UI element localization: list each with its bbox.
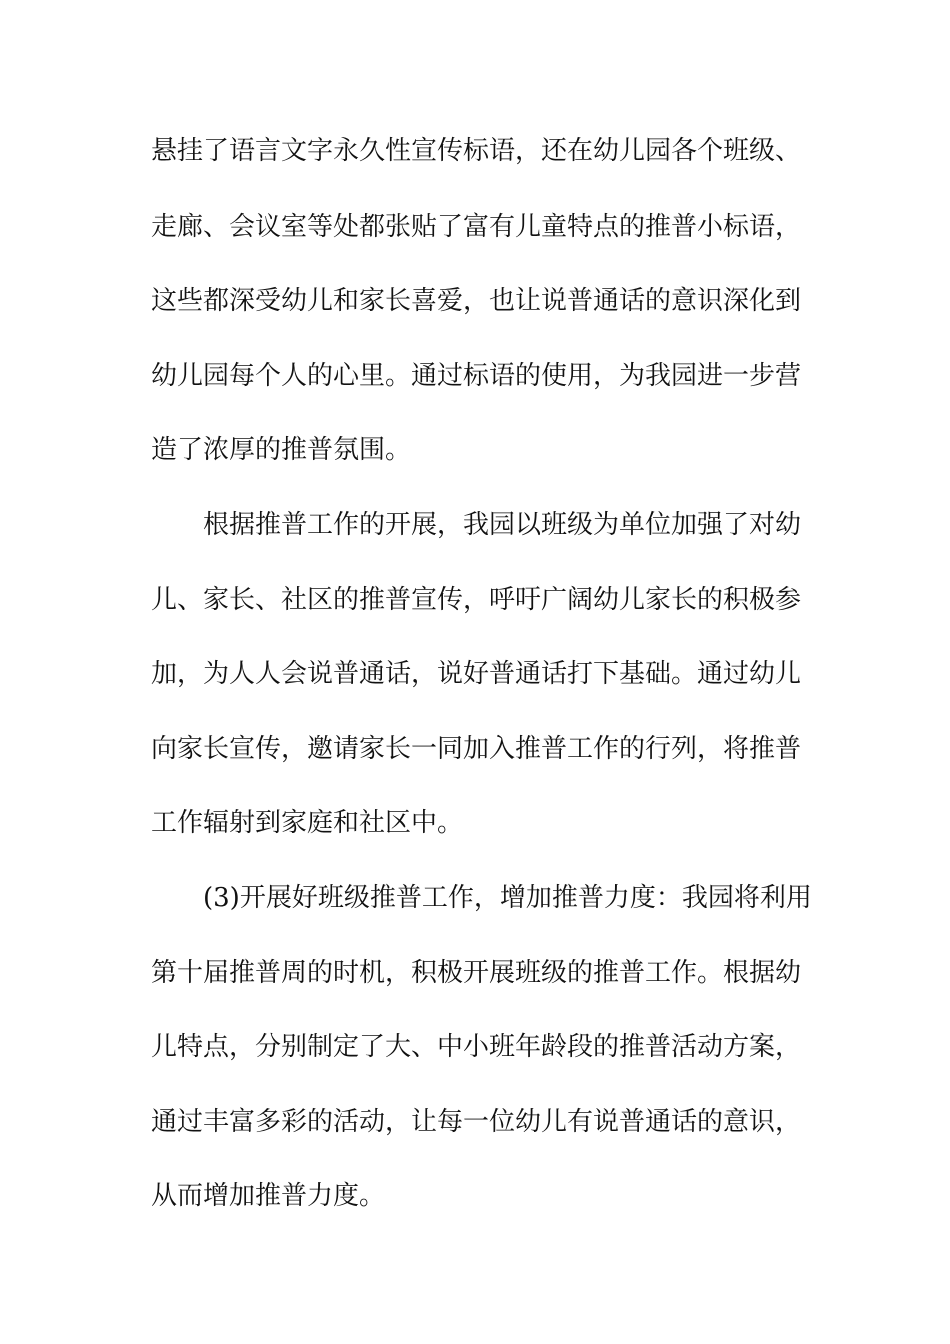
paragraph-3-line-2: 第十届推普周的时机，积极开展班级的推普工作。根据幼 — [151, 958, 802, 988]
paragraph-1-line-3: 这些都深受幼儿和家长喜爱，也让说普通话的意识深化到 — [151, 286, 802, 316]
paragraph-1-line-1: 悬挂了语言文字永久性宣传标语，还在幼儿园各个班级、 — [151, 136, 802, 166]
paragraph-3-line-3: 儿特点，分别制定了大、中小班年龄段的推普活动方案， — [151, 1032, 802, 1062]
paragraph-3-line-1: (3)开展好班级推普工作，增加推普力度：我园将利用 — [203, 883, 812, 913]
paragraph-2-line-4: 向家长宣传，邀请家长一同加入推普工作的行列，将推普 — [151, 734, 802, 764]
paragraph-2-line-3: 加，为人人会说普通话，说好普通话打下基础。通过幼儿 — [151, 659, 802, 689]
paragraph-1-line-5: 造了浓厚的推普氛围。 — [151, 435, 412, 465]
paragraph-3-line-5: 从而增加推普力度。 — [151, 1181, 386, 1211]
paragraph-1-line-2: 走廊、会议室等处都张贴了富有儿童特点的推普小标语， — [151, 212, 802, 242]
paragraph-2-line-1: 根据推普工作的开展，我园以班级为单位加强了对幼 — [203, 510, 802, 540]
paragraph-3-line-4: 通过丰富多彩的活动，让每一位幼儿有说普通话的意识， — [151, 1107, 802, 1137]
paragraph-2-line-5: 工作辐射到家庭和社区中。 — [151, 808, 464, 838]
paragraph-1-line-4: 幼儿园每个人的心里。通过标语的使用，为我园进一步营 — [151, 361, 802, 391]
paragraph-2-line-2: 儿、家长、社区的推普宣传，呼吁广阔幼儿家长的积极参 — [151, 585, 802, 615]
